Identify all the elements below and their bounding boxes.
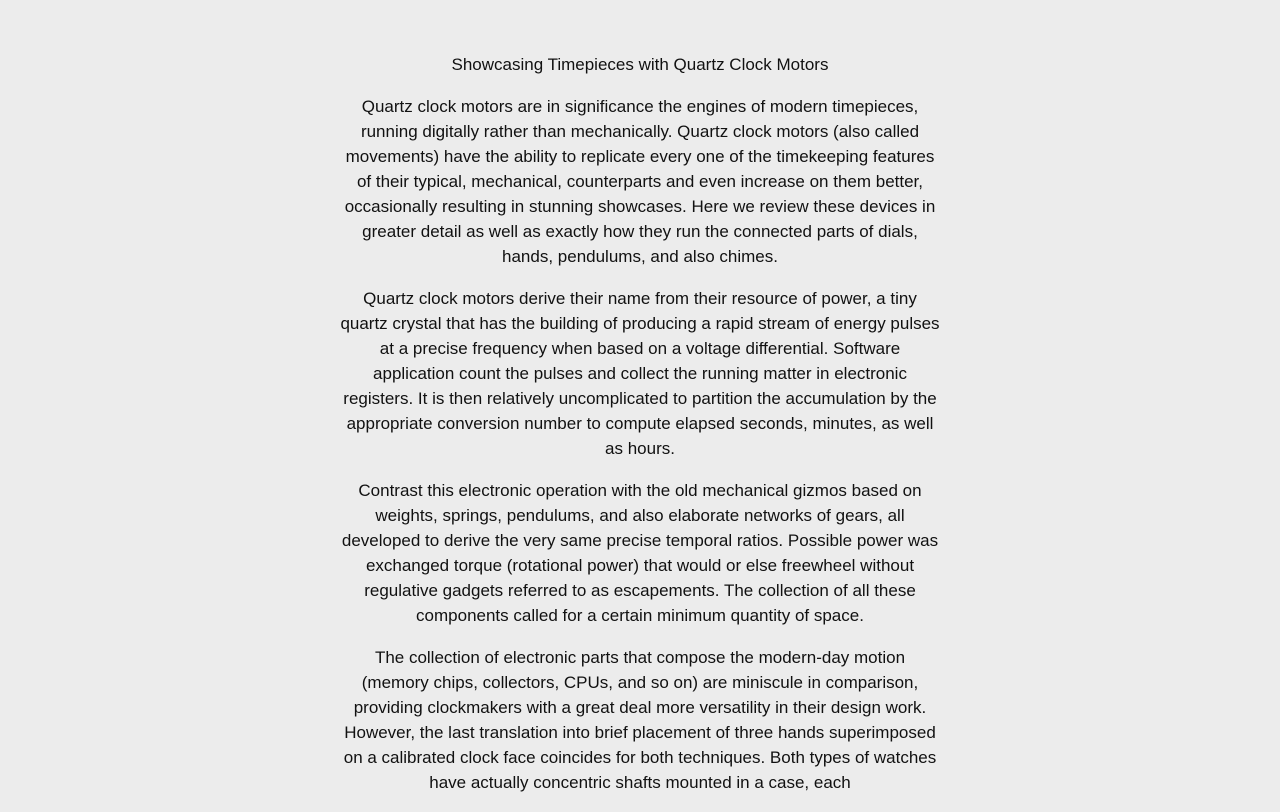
article-paragraph: The collection of electronic parts that compose the modern-day motion (memory chips, collectors, CPUs, and so on) are miniscule in comparison, providing clockmakers with a great deal more versatility in their design work. However, the last translation into brief placement of three hands superimposed on a calibrated clock face coincides for both techniques. Both types of watches have actually concentric shafts mounted in a case, each <box>343 648 937 792</box>
article <box>340 52 940 812</box>
article-paragraph: Contrast this electronic operation with the old mechanical gizmos based on weights, springs, pendulums, and also elaborate networks of gears, all developed to derive the very same precise temporal ratios. Possible power was exchanged torque (rotational power) that would or else freewheel without regulative gadgets referred to as escapements. The collection of all these components called for a certain minimum quantity of space. <box>341 481 939 625</box>
article-title: Showcasing Timepieces with Quartz Clock Motors <box>451 55 829 74</box>
article-paragraph: Quartz clock motors derive their name from their resource of power, a tiny quartz crystal that has the building of producing a rapid stream of energy pulses at a precise frequency when based on a voltage differential. Software application count the pulses and collect the running matter in electronic registers. It is then relatively uncomplicated to partition the accumulation by the appropriate conversion number to compute elapsed seconds, minutes, as well as hours. <box>340 289 940 458</box>
article-paragraph: Quartz clock motors are in significance the engines of modern timepieces, running digitally rather than mechanically. Quartz clock motors (also called movements) have the ability to replicate every one of the timekeeping features of their typical, mechanical, counterparts and even increase on them better, occasionally resulting in stunning showcases. Here we review these devices in greater detail as well as exactly how they run the connected parts of dials, hands, pendulums, and also chimes. <box>344 97 936 266</box>
